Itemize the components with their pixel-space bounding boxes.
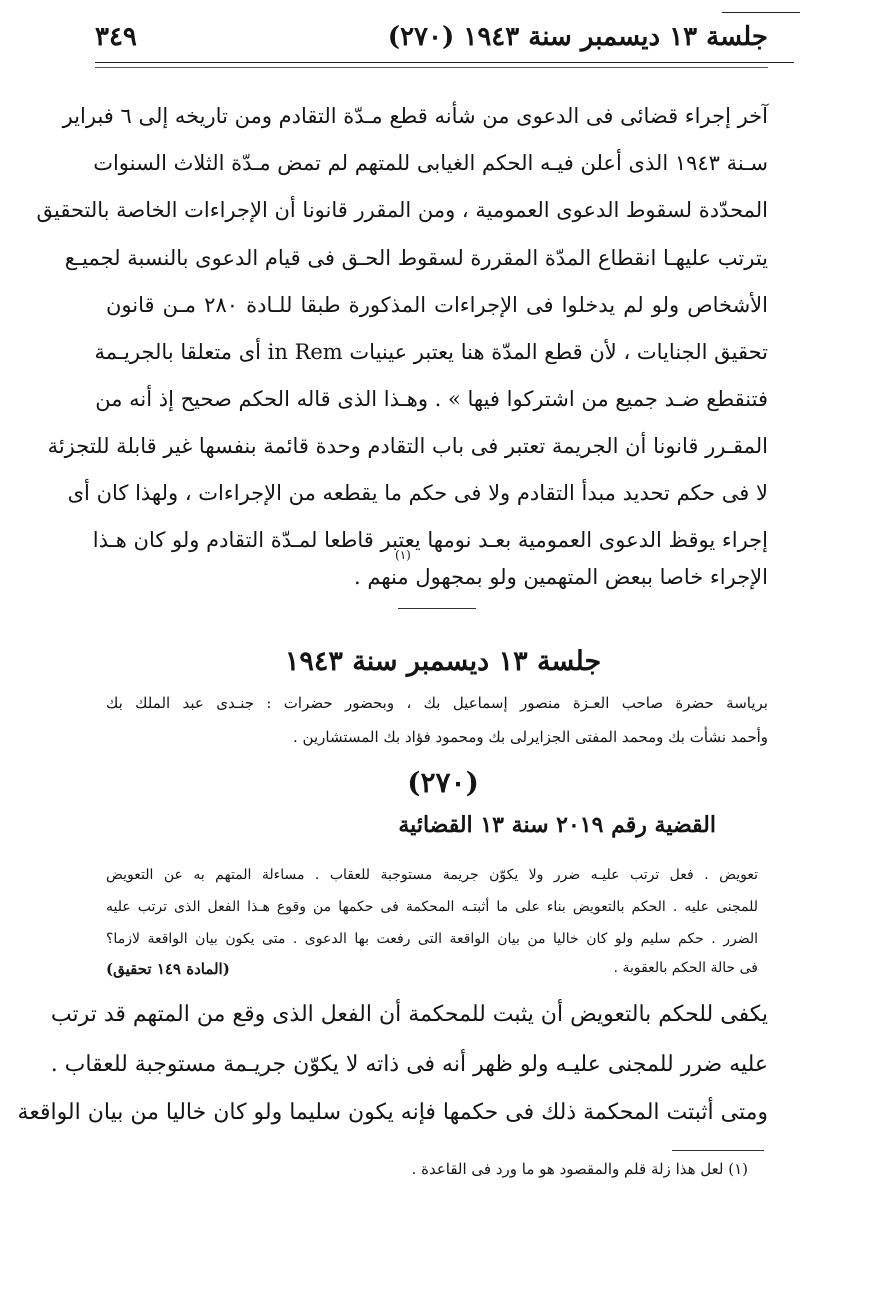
summary-article-ref: (المادة ١٤٩ تحقيق) <box>106 960 230 978</box>
summary-line: تعويض . فعل ترتب عليـه ضرر ولا يكوّن جريمة مستوجبة للعقاب . مساءلة المتهم به عن التعويض <box>106 867 758 883</box>
case-reference: القضية رقم ٢٠١٩ سنة ١٣ القضائية <box>398 812 716 838</box>
footnote-marker: (١) <box>395 548 411 562</box>
body-line: الأشخاص ولو لم يدخلوا فى الإجراءات المذكورة طبقا للـادة ٢٨٠ مـن قانون <box>106 293 768 317</box>
body-line: المحدّدة لسقوط الدعوى العمومية ، ومن المقرر قانونا أن الإجراءات الخاصة بالتحقيق <box>36 198 768 222</box>
footnote-rule <box>672 1150 764 1151</box>
header-title: جلسة ١٣ ديسمبر سنة ١٩٤٣ (٢٧٠) <box>387 22 768 52</box>
summary-line: للمجنى عليه . الحكم بالتعويض بناء على ما أثبتـه المحكمة فى حكمها من وقوع هـذا الفعل الذى ترتب عليه <box>106 899 758 915</box>
body-line: المقـرر قانونا أن الجريمة تعتبر فى باب التقادم وحدة قائمة بنفسها غير قابلة للتجزئة <box>47 434 768 458</box>
footnote-text: (١) لعل هذا زلة قلم والمقصود هو ما ورد فى القاعدة . <box>411 1160 748 1178</box>
summary-line: الضرر . حكم سليم ولو كان خاليا من بيان الواقعة التى رفعت بها الدعوى . متى يكون بيان الواقعة لازما؟ <box>106 931 758 947</box>
body-line: لا فى حكم تحديد مبدأ التقادم ولا فى حكم ما يقطعه من الإجراءات ، ولهذا كان أى <box>67 481 768 505</box>
principle-line: ومتى أثبتت المحكمة ذلك فى حكمها فإنه يكون سليما ولو كان خاليا من بيان الواقعة <box>17 1100 768 1125</box>
running-header <box>95 22 768 56</box>
header-rule-dashed <box>95 67 768 68</box>
body-line: إجراء يوقظ الدعوى العمومية بعـد نومها يعتبر قاطعا لمـدّة التقادم ولو كان هـذا <box>92 528 768 552</box>
principle-line: يكفى للحكم بالتعويض أن يثبت للمحكمة أن الفعل الذى وقع من المتهم قد ترتب <box>50 1002 768 1027</box>
body-line: سـنة ١٩٤٣ الذى أعلن فيـه الحكم الغيابى للمتهم لم تمض مـدّة الثلاث السنوات <box>93 151 768 175</box>
header-rule <box>95 62 794 63</box>
body-line: الإجراء خاصا ببعض المتهمين ولو بمجهول منهم . <box>354 565 768 589</box>
presidency-line: برياسة حضرة صاحب العـزة منصور إسماعيل بك ، وبحضور حضرات : جنـدى عبد الملك بك <box>106 694 768 712</box>
presidency-line: وأحمد نشأت بك ومحمد المفتى الجزايرلى بك ومحمود فؤاد بك المستشارين . <box>293 728 768 746</box>
principle-line: عليه ضرر للمجنى عليـه ولو ظهر أنه فى ذاته لا يكوّن جريـمة مستوجبة للعقاب . <box>50 1052 768 1077</box>
case-number: (٢٧٠) <box>407 766 479 799</box>
body-line: فتنقطع ضـد جميع من اشتركوا فيها » . وهـذا الذى قاله الحكم صحيح إذ أنه من <box>95 387 768 411</box>
body-line: يترتب عليهـا انقطاع المدّة المقررة لسقوط الحـق فى قيام الدعوى بالنسبة لجميـع <box>64 246 768 270</box>
body-line: آخر إجراء قضائى فى الدعوى من شأنه قطع مـدّة التقادم ومن تاريخه إلى ٦ فبراير <box>62 104 768 128</box>
summary-line: فى حالة الحكم بالعقوبة . <box>613 960 758 976</box>
top-corner-rule <box>722 12 800 13</box>
session-title: جلسة ١٣ ديسمبر سنة ١٩٤٣ <box>284 646 602 677</box>
page-number: ٣٤٩ <box>95 22 137 52</box>
section-separator <box>398 608 476 609</box>
body-line: تحقيق الجنايات ، لأن قطع المدّة هنا يعتبر عينيات in Rem أى متعلقا بالجريـمة <box>94 340 768 364</box>
